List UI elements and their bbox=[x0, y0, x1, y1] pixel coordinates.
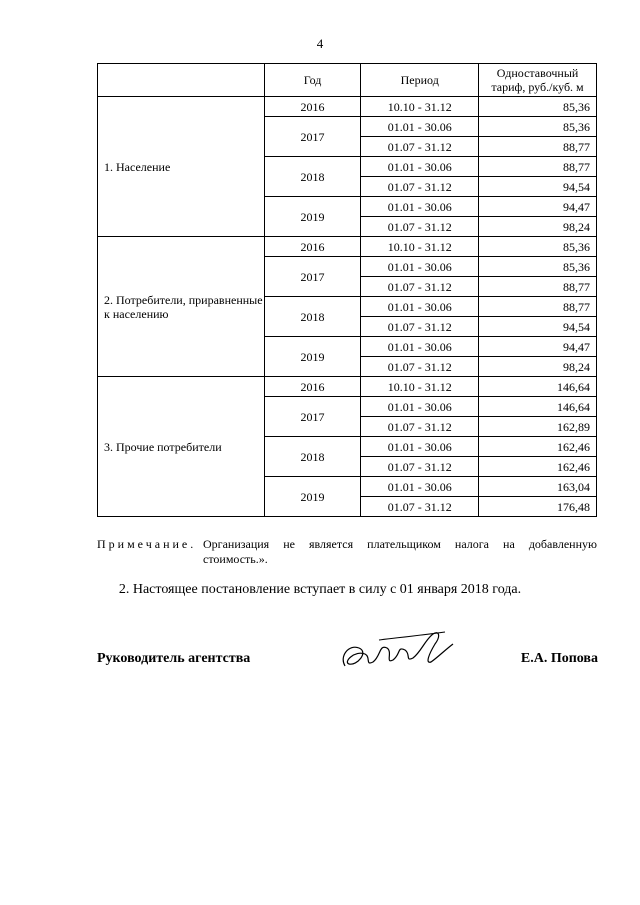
year-cell: 2019 bbox=[264, 477, 361, 517]
signatory-name: Е.А. Попова bbox=[520, 651, 598, 666]
consumer-category: 2. Потребители, приравненные к населению bbox=[98, 237, 265, 377]
year-cell: 2018 bbox=[264, 297, 361, 337]
tariff-cell: 85,36 bbox=[479, 117, 597, 137]
tariff-cell: 98,24 bbox=[479, 217, 597, 237]
year-cell: 2017 bbox=[264, 397, 361, 437]
period-cell: 01.07 - 31.12 bbox=[361, 217, 479, 237]
tariff-cell: 163,04 bbox=[479, 477, 597, 497]
signature-image bbox=[335, 626, 465, 676]
note-text: Организация не является плательщиком налога на добавленную стоимость.». bbox=[203, 537, 597, 566]
period-cell: 01.07 - 31.12 bbox=[361, 357, 479, 377]
tariff-cell: 146,64 bbox=[479, 377, 597, 397]
period-cell: 01.01 - 30.06 bbox=[361, 157, 479, 177]
tariff-cell: 162,89 bbox=[479, 417, 597, 437]
consumer-category: 3. Прочие потребители bbox=[98, 377, 265, 517]
header-tariff: Одноставочный тариф, руб./куб. м bbox=[479, 64, 597, 97]
period-cell: 10.10 - 31.12 bbox=[361, 97, 479, 117]
year-cell: 2019 bbox=[264, 197, 361, 237]
note-label: Примечание. bbox=[97, 537, 197, 551]
consumer-category: 1. Население bbox=[98, 97, 265, 237]
year-cell: 2016 bbox=[264, 97, 361, 117]
period-cell: 01.01 - 30.06 bbox=[361, 197, 479, 217]
period-cell: 01.07 - 31.12 bbox=[361, 137, 479, 157]
period-cell: 01.01 - 30.06 bbox=[361, 477, 479, 497]
page-number: 4 bbox=[316, 36, 324, 51]
tariff-cell: 162,46 bbox=[479, 437, 597, 457]
year-cell: 2017 bbox=[264, 257, 361, 297]
tariff-cell: 85,36 bbox=[479, 97, 597, 117]
tariff-cell: 98,24 bbox=[479, 357, 597, 377]
period-cell: 10.10 - 31.12 bbox=[361, 237, 479, 257]
header-consumer bbox=[98, 64, 265, 97]
tariff-cell: 88,77 bbox=[479, 297, 597, 317]
tariff-cell: 88,77 bbox=[479, 157, 597, 177]
period-cell: 01.01 - 30.06 bbox=[361, 437, 479, 457]
period-cell: 01.07 - 31.12 bbox=[361, 277, 479, 297]
tariff-cell: 88,77 bbox=[479, 137, 597, 157]
header-period: Период bbox=[361, 64, 479, 97]
period-cell: 01.07 - 31.12 bbox=[361, 317, 479, 337]
table-row bbox=[98, 237, 597, 257]
tariff-cell: 94,54 bbox=[479, 317, 597, 337]
period-cell: 01.01 - 30.06 bbox=[361, 117, 479, 137]
tariff-table bbox=[97, 63, 597, 517]
tariff-cell: 146,64 bbox=[479, 397, 597, 417]
period-cell: 01.07 - 31.12 bbox=[361, 177, 479, 197]
tariff-cell: 94,47 bbox=[479, 197, 597, 217]
tariff-cell: 94,47 bbox=[479, 337, 597, 357]
tariff-cell: 162,46 bbox=[479, 457, 597, 477]
signatory-title: Руководитель агентства bbox=[97, 651, 251, 666]
period-cell: 01.07 - 31.12 bbox=[361, 457, 479, 477]
period-cell: 01.01 - 30.06 bbox=[361, 397, 479, 417]
tariff-cell: 88,77 bbox=[479, 277, 597, 297]
period-cell: 01.07 - 31.12 bbox=[361, 417, 479, 437]
effective-date-clause: 2. Настоящее постановление вступает в силу с 01 января 2018 года. bbox=[118, 582, 522, 597]
table-row bbox=[98, 377, 597, 397]
table-body bbox=[98, 97, 597, 517]
year-cell: 2016 bbox=[264, 377, 361, 397]
year-cell: 2017 bbox=[264, 117, 361, 157]
year-cell: 2019 bbox=[264, 337, 361, 377]
note bbox=[97, 537, 597, 567]
year-cell: 2018 bbox=[264, 157, 361, 197]
tariff-cell: 85,36 bbox=[479, 237, 597, 257]
table-row bbox=[98, 97, 597, 117]
tariff-cell: 176,48 bbox=[479, 497, 597, 517]
year-cell: 2018 bbox=[264, 437, 361, 477]
period-cell: 01.01 - 30.06 bbox=[361, 337, 479, 357]
period-cell: 01.01 - 30.06 bbox=[361, 297, 479, 317]
period-cell: 10.10 - 31.12 bbox=[361, 377, 479, 397]
header-year: Год bbox=[264, 64, 361, 97]
year-cell: 2016 bbox=[264, 237, 361, 257]
period-cell: 01.01 - 30.06 bbox=[361, 257, 479, 277]
tariff-cell: 94,54 bbox=[479, 177, 597, 197]
period-cell: 01.07 - 31.12 bbox=[361, 497, 479, 517]
table-header-row bbox=[98, 64, 597, 97]
tariff-cell: 85,36 bbox=[479, 257, 597, 277]
